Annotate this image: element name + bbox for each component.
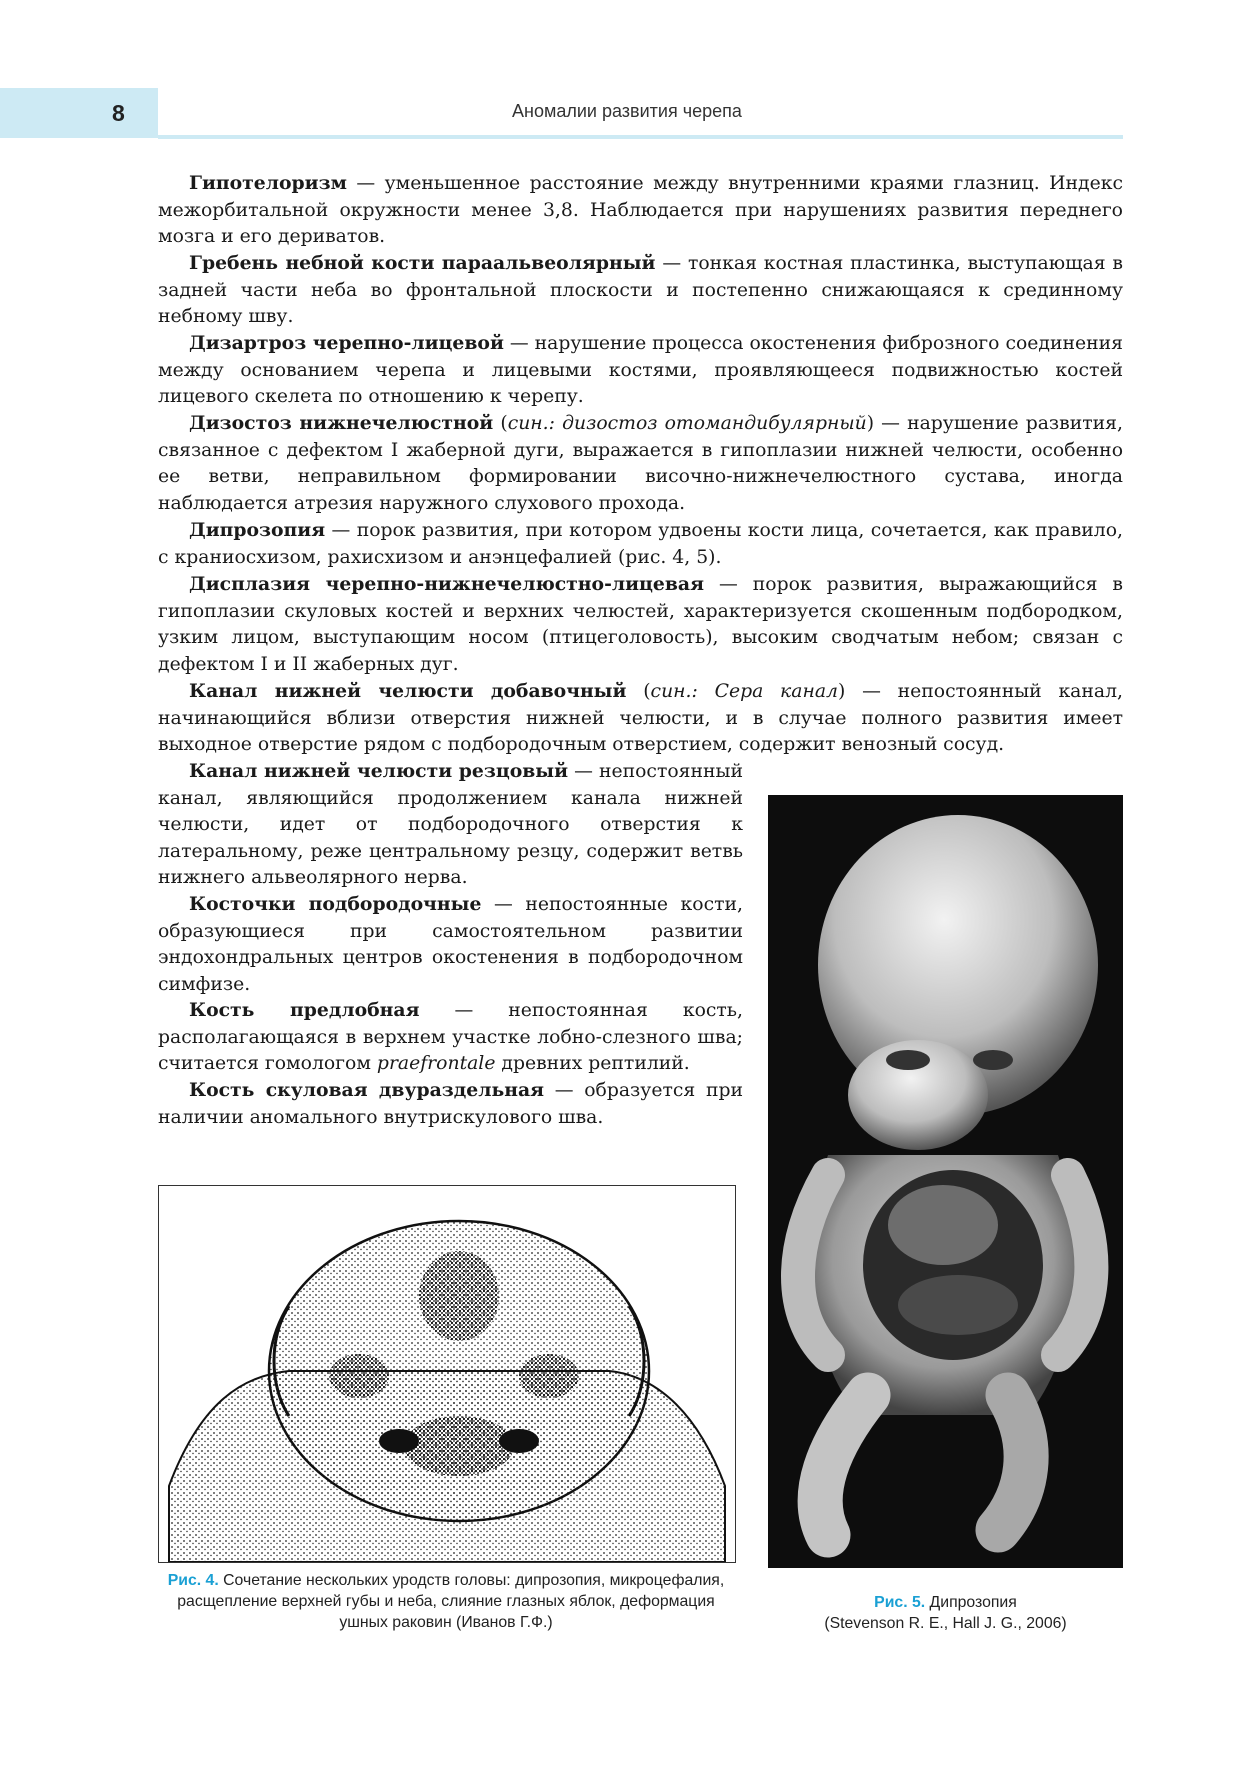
figure-5-photo xyxy=(768,795,1123,1568)
entry-dysplasia xyxy=(158,571,1123,678)
entry-hypotelorism xyxy=(158,170,1123,251)
entry-term: Дипрозопия xyxy=(189,519,326,541)
entry-text: — непостоянный канал, являющийся продолжением канала нижней челюсти, идет от подбородочного отверстия к латеральному, реже центральному резцу, содержит ветвь нижнего альвеолярного нерва. xyxy=(158,761,743,888)
figure-5-caption-text: Дипрозопия xyxy=(925,1594,1017,1611)
entry-term: Канал нижней челюсти резцовый xyxy=(189,760,569,782)
entry-mental-ossicles xyxy=(158,891,743,998)
entry-synonym: син.: дизостоз отомандибулярный xyxy=(507,413,867,434)
entry-synonym: син.: Сера канал xyxy=(650,681,839,702)
figure-5-caption xyxy=(768,1592,1123,1634)
entry-text: — порок развития, при котором удвоены кости лица, сочетается, как правило, с краниосхизом, рахисхизом и анэнцефалией (рис. 4, 5). xyxy=(158,520,1123,568)
figure-5-label: Рис. 5. xyxy=(874,1594,926,1611)
entry-text: — уменьшенное расстояние между внутренними краями глазниц. Индекс межорбитальной окружности менее 3,8. Наблюдается при нарушениях развития переднего мозга и его дериватов. xyxy=(158,173,1123,247)
header-tab xyxy=(0,88,158,138)
entry-prefrontal-bone xyxy=(158,997,743,1078)
entry-term: Гипотелоризм xyxy=(189,172,347,194)
figure-4-label: Рис. 4. xyxy=(167,1572,219,1589)
entry-text: — образуется при наличии аномального внутрискулового шва. xyxy=(158,1080,743,1128)
entry-term: Кость предлобная xyxy=(189,999,420,1021)
entry-term: Дисплазия черепно-нижнечелюстно-лицевая xyxy=(189,573,704,595)
figure-4-caption-text: Сочетание нескольких уродств головы: дипрозопия, микроцефалия, расщепление верхней губы и неба, слияние глазных яблок, деформация ушных раковин (Иванов Г.Ф.) xyxy=(177,1572,725,1631)
entry-bipartite-zygomatic xyxy=(158,1077,743,1131)
entry-term: Кость скуловая двураздельная xyxy=(189,1079,545,1101)
entry-term: Гребень небной кости параальвеолярный xyxy=(189,252,656,274)
figure-5-source: (Stevenson R. E., Hall J. G., 2006) xyxy=(824,1615,1067,1632)
entry-text: — нарушение процесса окостенения фиброзного соединения между основанием черепа и лицевыми костями, проявляющееся подвижностью костей лицевого скелета по отношению к черепу. xyxy=(158,333,1123,407)
entry-term: Дизартроз черепно-лицевой xyxy=(189,332,504,354)
figure-5-illustration xyxy=(768,795,1123,1568)
entry-text: — тонкая костная пластинка, выступающая в задней части неба во фронтальной плоскости и постепенно снижающаяся к срединному небному шву. xyxy=(158,253,1124,327)
entry-text: — нарушение развития, связанное с дефектом I жаберной дуги, выражается в гипоплазии нижней челюсти, особенно ее ветви, неправильном формировании височно-нижнечелюстного сустава, иногда наблюдается атрезия наружного слухового прохода. xyxy=(158,413,1123,514)
entry-text: — непостоянные кости, образующиеся при самостоятельном развитии эндохондральных центров окостенения в подбородочном симфизе. xyxy=(158,894,743,995)
entry-diprosopia xyxy=(158,517,1123,571)
entry-dysostosis xyxy=(158,410,1123,517)
entry-dysarthrosis xyxy=(158,330,1123,411)
entry-text-italic: praefrontale xyxy=(376,1053,496,1074)
header-rule xyxy=(158,135,1123,139)
entry-syn-close: ) xyxy=(838,681,846,702)
entry-term: Косточки подбородочные xyxy=(189,893,482,915)
entry-text: — непостоянная кость, располагающаяся в верхнем участке лобно-слезного шва; считается гомологом xyxy=(158,1000,744,1074)
entry-text-after: древних рептилий. xyxy=(495,1053,690,1074)
entry-syn-open: ( xyxy=(626,681,651,702)
entry-palatine-crest xyxy=(158,250,1123,331)
page-number: 8 xyxy=(112,100,125,126)
entry-accessory-canal xyxy=(158,678,1123,759)
running-title: Аномалии развития черепа xyxy=(512,101,742,121)
figure-4-illustration xyxy=(159,1186,735,1562)
entry-text: — порок развития, выражающийся в гипоплазии скуловых костей и верхних челюстей, характеризуется скошенным подбородком, узким лицом, выступающим носом (птицеголовость), высоким сводчатым небом; связан с дефектом I и II жаберных дуг. xyxy=(158,574,1123,675)
figure-4-drawing xyxy=(158,1185,736,1563)
entry-term: Канал нижней челюсти добавочный xyxy=(189,680,627,702)
figure-4-caption xyxy=(158,1570,734,1633)
entry-syn-close: ) xyxy=(866,413,875,434)
entry-text: — непостоянный канал, начинающийся вблизи отверстия нижней челюсти, и в случае полного развития имеет выходное отверстие рядом с подбородочным отверстием, содержит венозный сосуд. xyxy=(158,681,1123,755)
entry-term: Дизостоз нижнечелюстной xyxy=(189,412,494,434)
entry-incisive-canal xyxy=(158,758,743,892)
entry-syn-open: ( xyxy=(493,413,508,434)
